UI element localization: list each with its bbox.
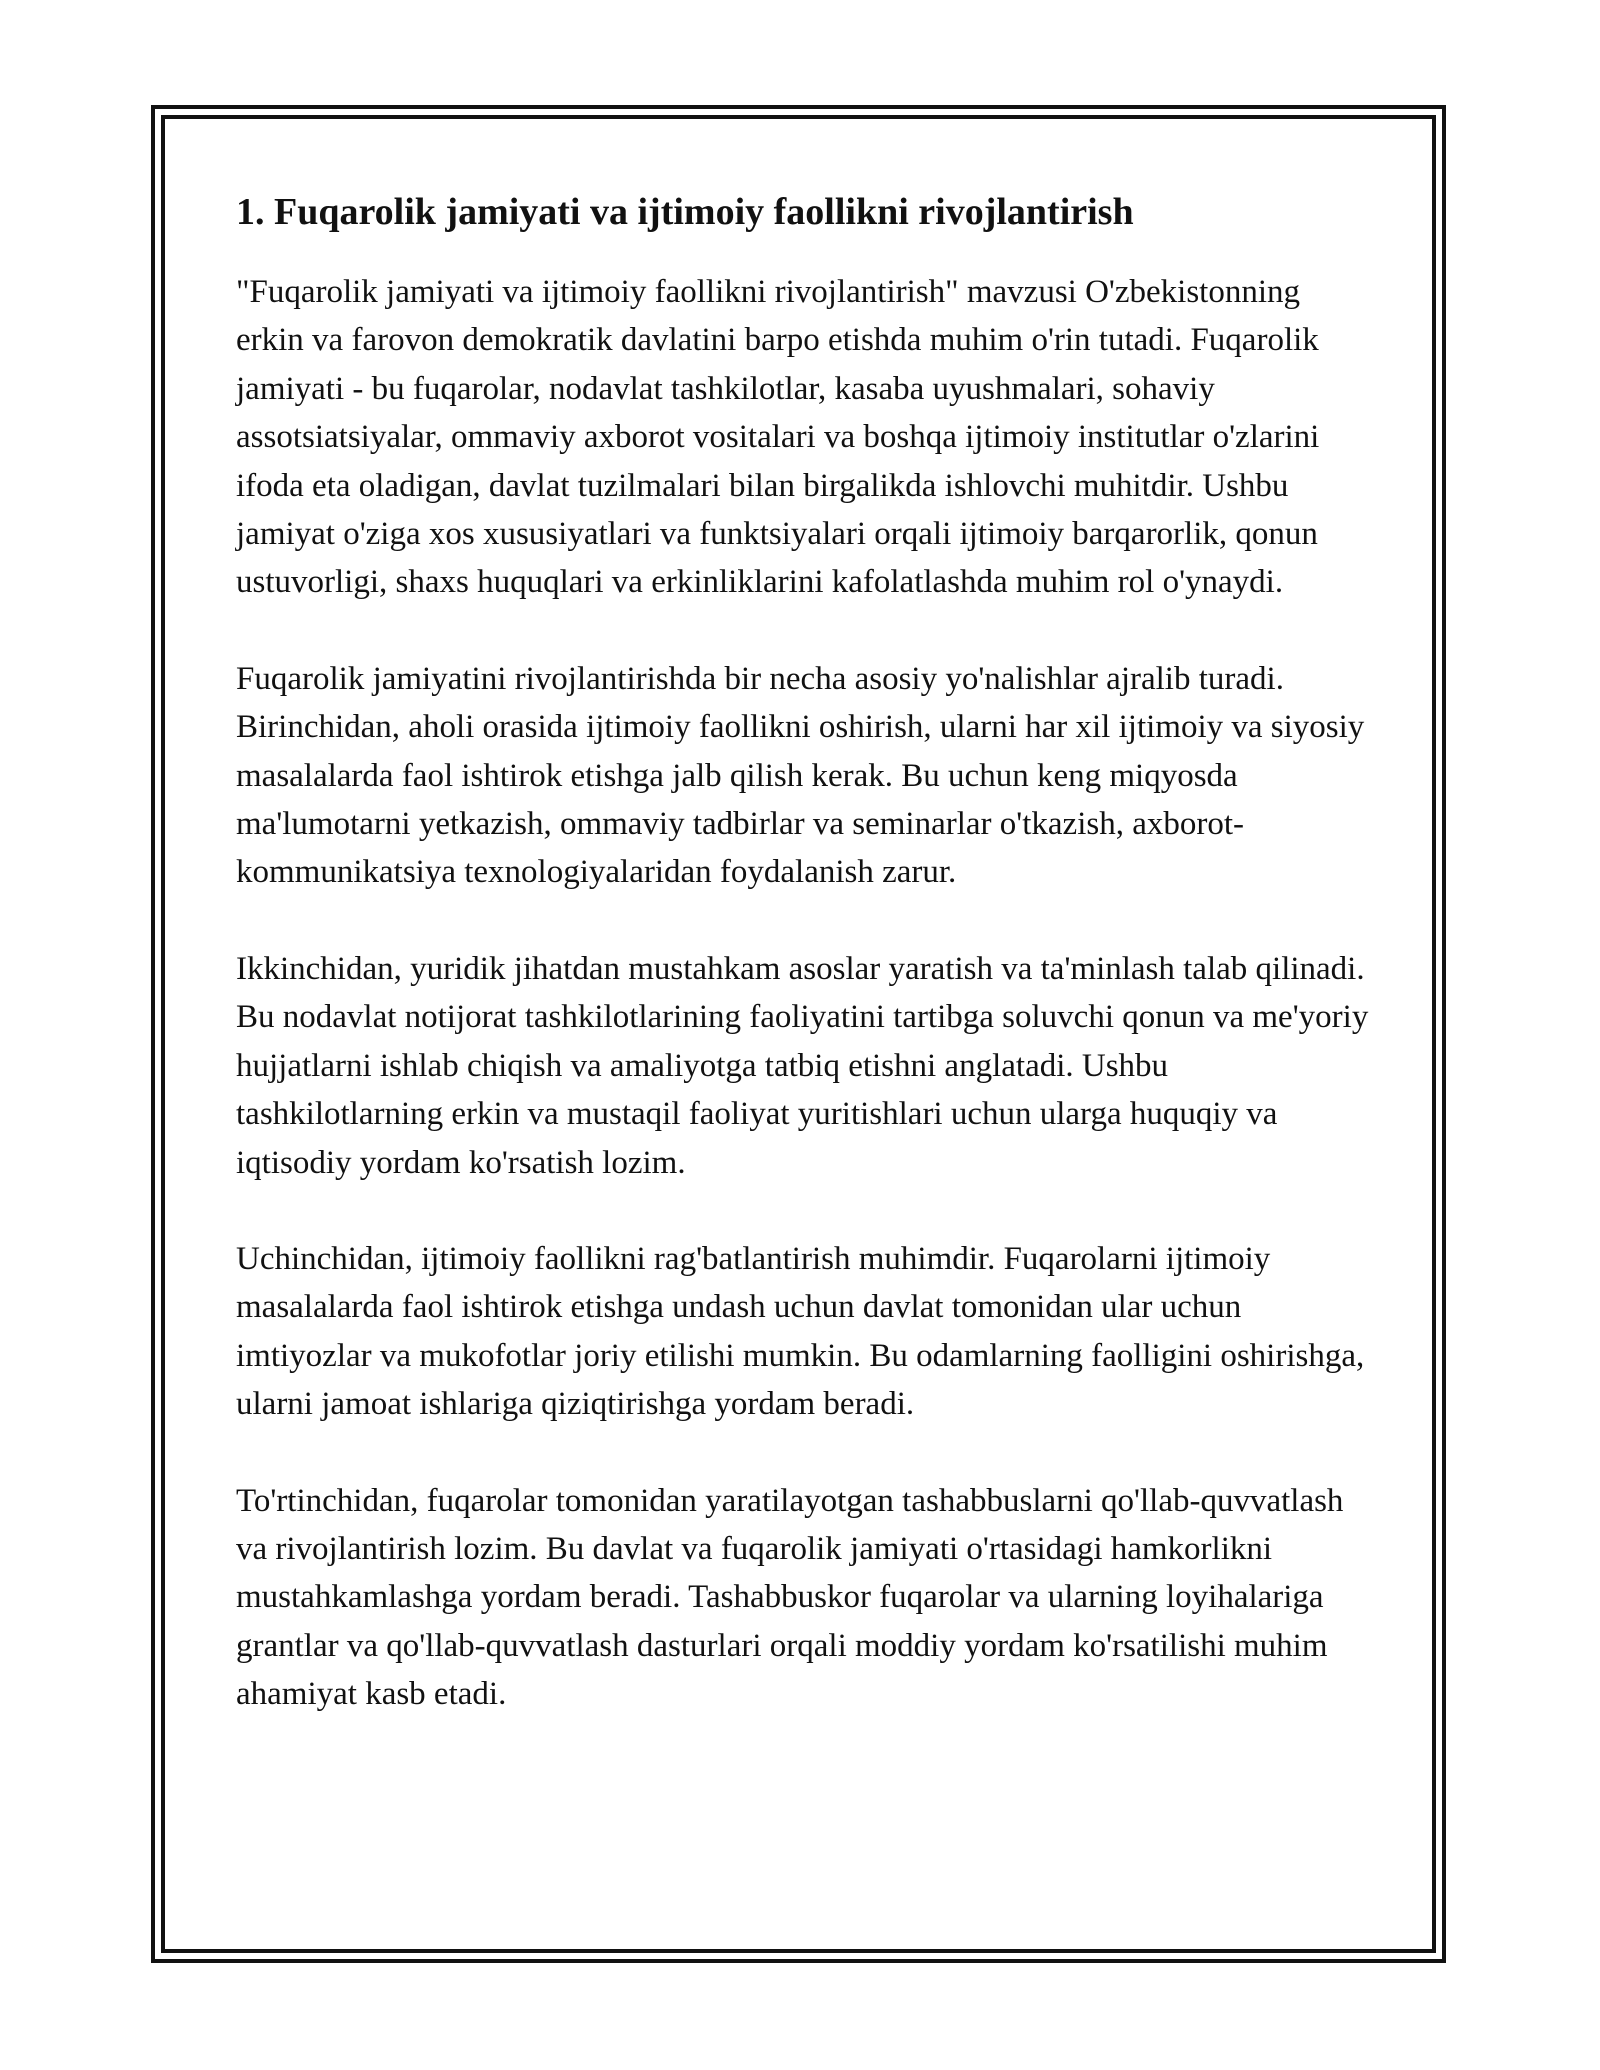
paragraph: Ikkinchidan, yuridik jihatdan mustahkam asoslar yaratish va ta'minlash talab qilinadi. Bu nodavlat notijorat tashkilotlarining faoliyatini tartibga soluvchi qonun va me'yoriy hujjatlarni ishlab chiqish va amaliyotga tatbiq etishni anglatadi. Ushbu tashkilotlarning erkin va mustaqil faoliyat yuritishlari uchun ularga huquqiy va iqtisodiy yordam ko'rsatish lozim. — [236, 950, 1369, 1181]
document-title: 1. Fuqarolik jamiyati va ijtimoiy faollikni rivojlantirish — [236, 191, 1134, 233]
paragraph: "Fuqarolik jamiyati va ijtimoiy faollikni rivojlantirish" mavzusi O'zbekistonning erkin va farovon demokratik davlatini barpo etishda muhim o'rin tutadi. Fuqarolik jamiyati - bu fuqarolar, nodavlat tashkilotlar, kasaba uyushmalari, sohaviy assotsiatsiyalar, ommaviy axborot vositalari va boshqa ijtimoiy institutlar o'zlarini ifoda eta oladigan, davlat tuzilmalari bilan birgalikda ishlovchi muhitdir. Ushbu jamiyat o'ziga xos xususiyatlari va funktsiyalari orqali ijtimoiy barqarorlik, qonun ustuvorligi, shaxs huquqlari va erkinliklarini kafolatlashda muhim rol o'ynaydi. — [236, 274, 1320, 601]
paragraph: To'rtinchidan, fuqarolar tomonidan yaratilayotgan tashabbuslarni qo'llab-quvvatlash va rivojlantirish lozim. Bu davlat va fuqarolik jamiyati o'rtasidagi hamkorlikni mustahkamlashga yordam beradi. Tashabbuskor fuqarolar va ularning loyihalariga grantlar va qo'llab-quvvatlash dasturlari orqali moddiy yordam ko'rsatilishi muhim ahamiyat kasb etadi. — [236, 1482, 1344, 1713]
paragraph: Uchinchidan, ijtimoiy faollikni rag'batlantirish muhimdir. Fuqarolarni ijtimoiy masalalarda faol ishtirok etishga undash uchun davlat tomonidan ular uchun imtiyozlar va mukofotlar joriy etilishi mumkin. Bu odamlarning faolligini oshirishga, ularni jamoat ishlariga qiziqtirishga yordam beradi. — [236, 1240, 1365, 1423]
paragraph: Fuqarolik jamiyatini rivojlantirishda bir necha asosiy yo'nalishlar ajralib turadi. Birinchidan, aholi orasida ijtimoiy faollikni oshirish, ularni har xil ijtimoiy va siyosiy masalalarda faol ishtirok etishga jalb qilish kerak. Bu uchun keng miqyosda ma'lumotarni yetkazish, ommaviy tadbirlar va seminarlar o'tkazish, axborot-kommunikatsiya texnologiyalaridan foydalanish zarur. — [236, 660, 1365, 891]
document-body — [236, 180, 1376, 1719]
